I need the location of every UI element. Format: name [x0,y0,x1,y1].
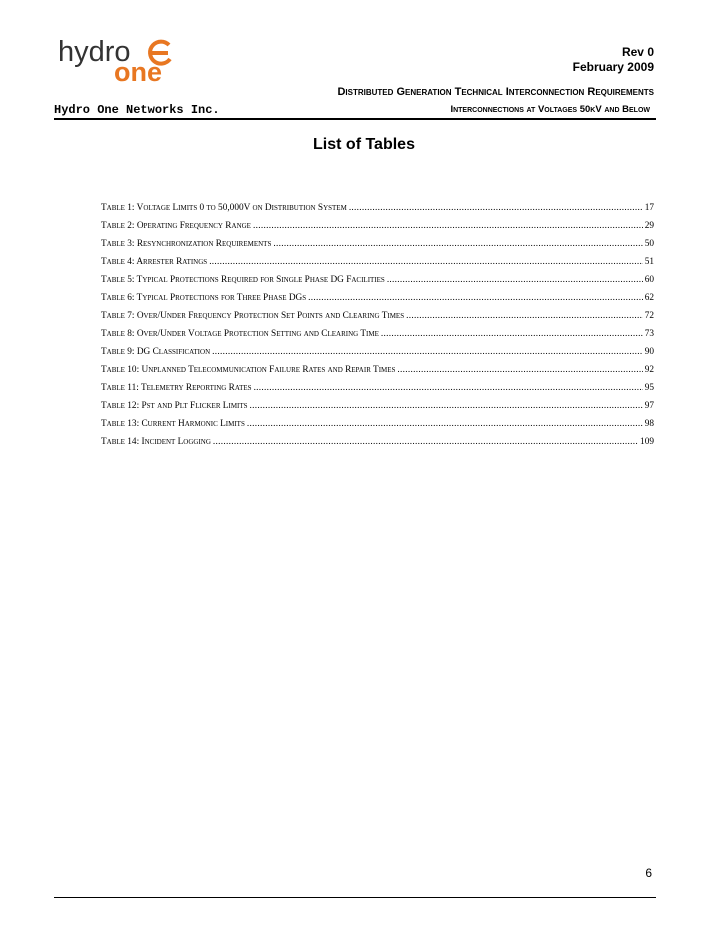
revision-block [573,45,654,75]
dot-leader [209,257,643,267]
dot-leader [381,329,643,339]
table-entry-title[interactable]: Table 6: Typical Protections for Three Phase DGs [101,293,307,303]
list-item[interactable] [101,275,654,293]
list-item[interactable] [101,293,654,311]
table-entry-page: 109 [640,437,654,447]
logo-word-hydro: hydro [58,36,131,68]
hydro-one-logo [58,38,178,88]
dot-leader [397,365,642,375]
list-item[interactable] [101,365,654,383]
dot-leader [387,275,643,285]
dot-leader [212,347,643,357]
list-item[interactable] [101,401,654,419]
revision-number: Rev 0 [621,45,654,59]
table-entry-page: 90 [644,347,654,357]
list-item[interactable] [101,221,654,239]
dot-leader [253,221,643,231]
table-entry-title[interactable]: Table 8: Over/Under Voltage Protection Setting and Clearing Time [101,329,379,339]
table-entry-page: 29 [644,221,654,231]
dot-leader [250,401,643,411]
table-entry-title[interactable]: Table 3: Resynchronization Requirements [101,239,272,249]
table-entry-title[interactable]: Table 2: Operating Frequency Range [101,221,251,231]
table-entry-title[interactable]: Table 11: Telemetry Reporting Rates [101,383,252,393]
list-item[interactable] [101,329,654,347]
table-entry-title[interactable]: Table 12: Pst and Plt Flicker Limits [101,401,248,411]
table-entry-title[interactable]: Table 10: Unplanned Telecommunication Failure Rates and Repair Times [101,365,396,375]
table-entry-page: 17 [644,203,654,213]
dot-leader [308,293,643,303]
list-item[interactable] [101,203,654,221]
table-entry-title[interactable]: Table 13: Current Harmonic Limits [101,419,245,429]
table-entry-page: 60 [644,275,654,285]
dot-leader [349,203,643,213]
list-item[interactable] [101,239,654,257]
table-entry-page: 73 [644,329,654,339]
dot-leader [254,383,643,393]
table-entry-page: 95 [644,383,654,393]
dot-leader [213,437,638,447]
company-name: Hydro One Networks Inc. [54,103,220,117]
list-item[interactable] [101,347,654,365]
table-entry-title[interactable]: Table 9: DG Classification [101,347,211,357]
list-item[interactable] [101,383,654,401]
table-entry-title[interactable]: Table 14: Incident Logging [101,437,211,447]
list-item[interactable] [101,257,654,275]
footer-rule [54,897,656,898]
table-entry-page: 51 [644,257,654,267]
page-title: List of Tables [313,136,415,153]
table-entry-title[interactable]: Table 7: Over/Under Frequency Protection Set Points and Clearing Times [101,311,405,321]
dot-leader [273,239,642,249]
table-entry-page: 92 [644,365,654,375]
list-of-tables [101,203,654,455]
table-entry-page: 62 [644,293,654,303]
dot-leader [406,311,643,321]
logo-word-one: one [114,57,163,87]
table-entry-title[interactable]: Table 5: Typical Protections Required for Single Phase DG Facilities [101,275,385,285]
list-item[interactable] [101,419,654,437]
table-entry-title[interactable]: Table 4: Arrester Ratings [101,257,208,267]
table-entry-title[interactable]: Table 1: Voltage Limits 0 to 50,000V on Distribution System [101,203,347,213]
list-item[interactable] [101,437,654,455]
table-entry-page: 98 [644,419,654,429]
table-entry-page: 50 [644,239,654,249]
document-title: Distributed Generation Technical Interconnection Requirements [337,86,654,98]
page-number: 6 [645,866,652,880]
header-rule [54,118,656,120]
table-entry-page: 72 [644,311,654,321]
list-item[interactable] [101,311,654,329]
revision-date: February 2009 [572,60,654,74]
dot-leader [247,419,643,429]
table-entry-page: 97 [644,401,654,411]
document-subtitle: Interconnections at Voltages 50kV and Below [450,104,650,115]
